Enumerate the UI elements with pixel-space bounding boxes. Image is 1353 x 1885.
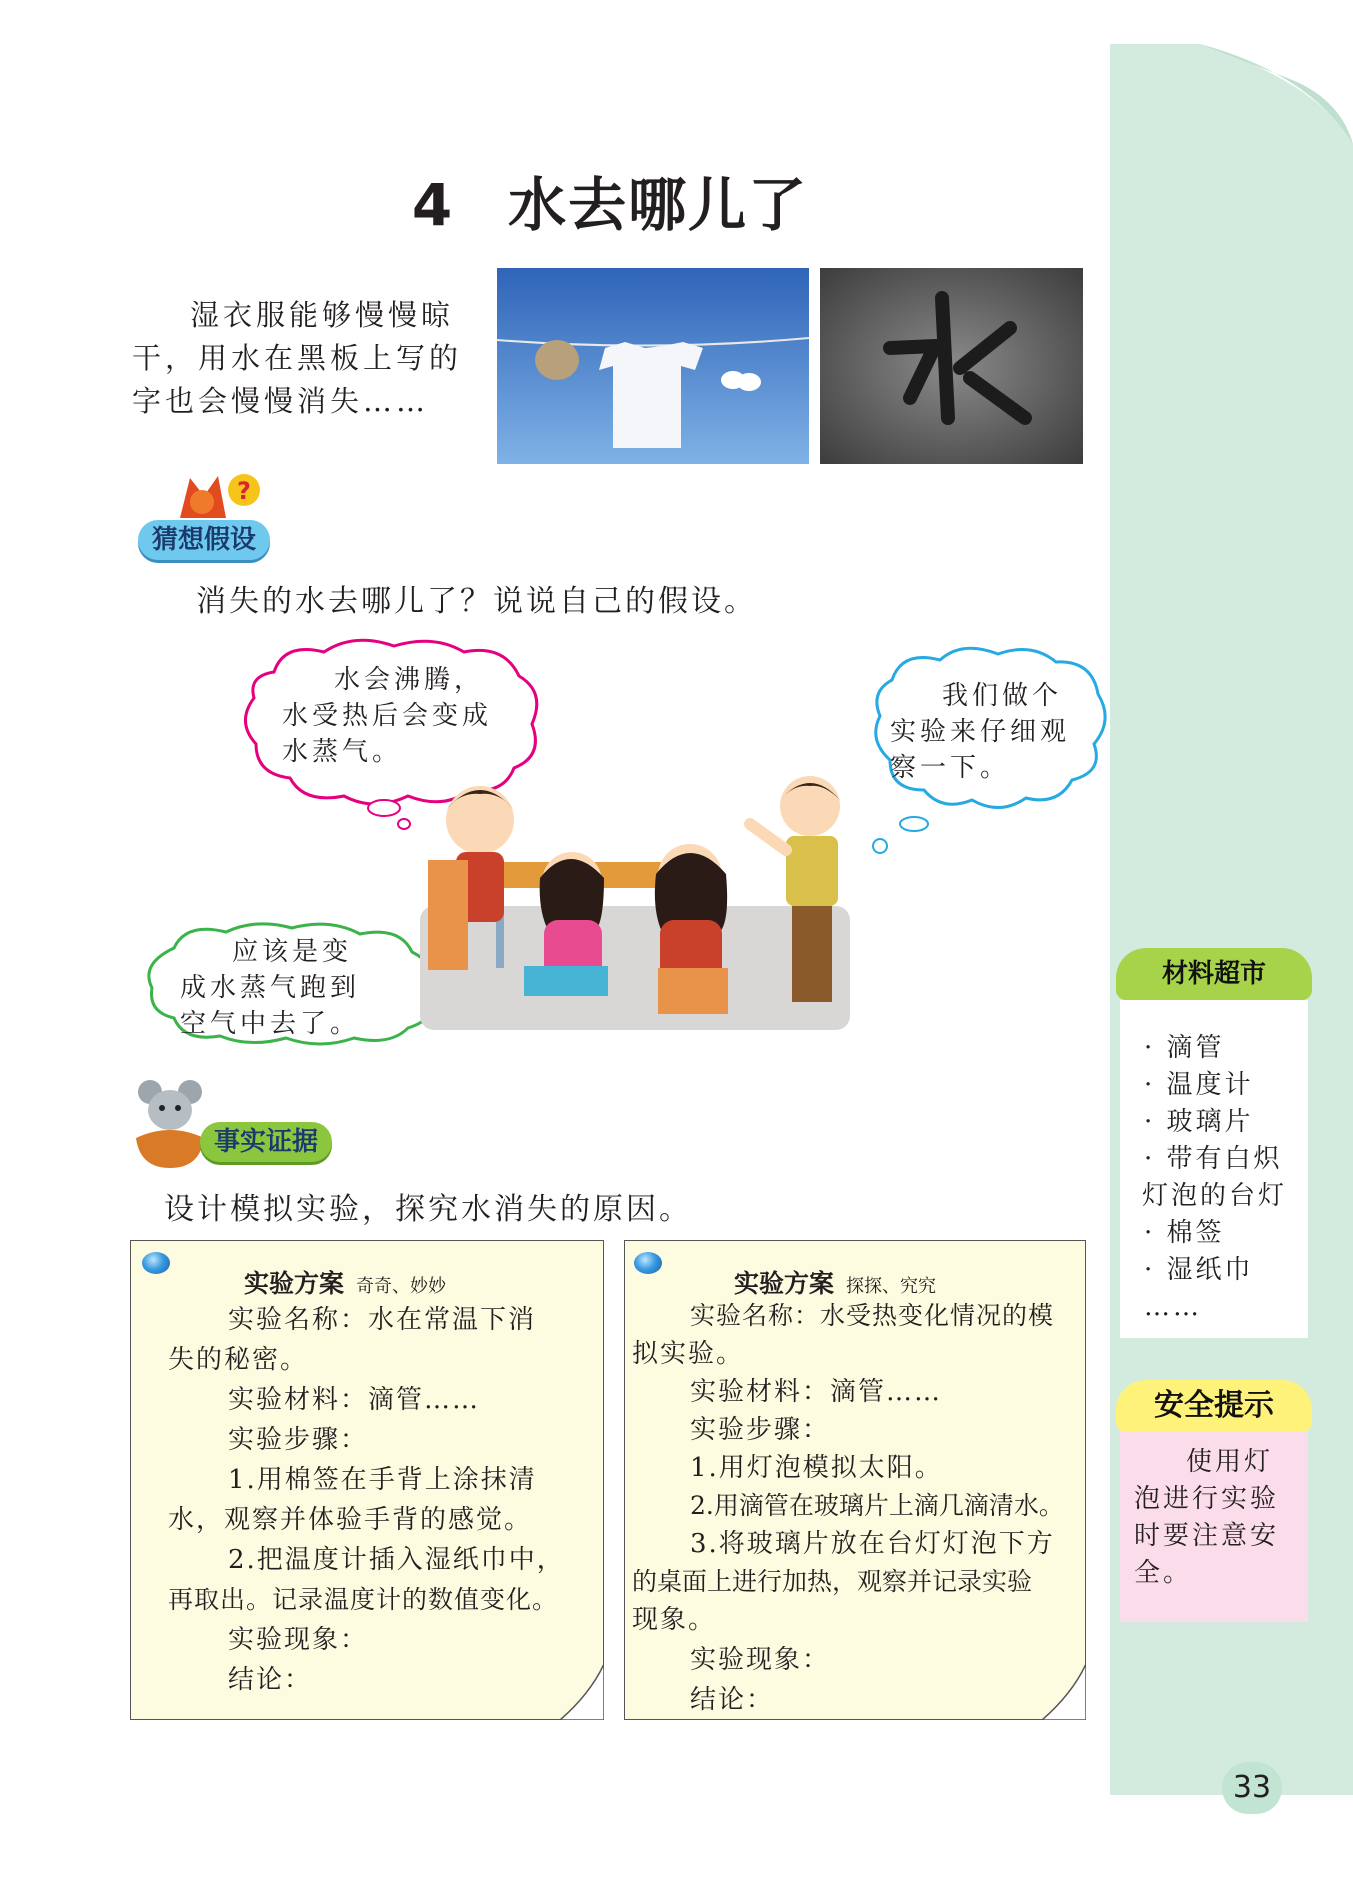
bubble-line: 水会沸腾， [334,665,485,695]
plan-a-line: 再取出。记录温度计的数值变化。 [168,1585,559,1614]
plan-b-line: 实验现象： [690,1645,831,1675]
materials-item: · 滴管 [1144,1033,1225,1063]
laundry-photo [497,268,809,464]
blackboard-photo [820,268,1083,464]
plan-b-line: 1.用灯泡模拟太阳。 [690,1453,943,1483]
safety-text [1134,1444,1279,1592]
plan-a-line: 实验步骤： [228,1425,369,1455]
page-number: 33 [1222,1762,1282,1814]
guess-badge [138,520,270,560]
materials-title [1116,948,1312,1000]
materials-list [1144,1030,1287,1326]
plan-b-title-text: 实验方案 [734,1269,835,1298]
guess-badge-label: 猜想假设 [152,525,257,555]
evidence-badge-label: 事实证据 [214,1127,319,1157]
lesson-title-text: 水去哪儿了 [508,171,809,239]
plan-a-line: 失的秘密。 [168,1345,309,1375]
materials-item: · 带有白炽 [1144,1144,1283,1174]
page-curl-icon [1042,1664,1086,1720]
materials-item: · 棉签 [1144,1218,1225,1248]
safety-line: 全。 [1134,1558,1193,1588]
page-curl-decoration [1200,44,1353,144]
materials-item: 灯泡的台灯 [1142,1181,1288,1211]
plan-a-line: 1.用棉签在手背上涂抹清 [228,1465,537,1495]
bubble-line: 成水蒸气跑到 [180,973,361,1003]
plan-b-line: 3.将玻璃片放在台灯灯泡下方 [690,1529,1055,1559]
guess-prompt: 消失的水去哪儿了？说说自己的假设。 [196,584,757,619]
bubble-line: 水蒸气。 [282,737,403,767]
lesson-title [300,158,920,242]
children-experiment-illustration [420,770,860,1040]
plan-b-line: 2.用滴管在玻璃片上滴几滴清水。 [690,1491,1064,1520]
safety-line: 使用灯 [1186,1447,1274,1477]
page-curl-icon [560,1664,604,1720]
safety-title [1116,1380,1312,1432]
plan-a-title-text: 实验方案 [244,1269,345,1298]
mouse-mascot-icon [132,1076,208,1172]
bubble-line: 应该是变 [232,937,353,967]
blue-bullet-icon [634,1252,662,1274]
plan-b-line: 实验步骤： [690,1415,831,1445]
safety-line: 泡进行实验 [1134,1484,1280,1514]
plan-b-line: 结论： [690,1685,775,1715]
materials-item: · 玻璃片 [1144,1107,1254,1137]
plan-b-line: 实验名称：水受热变化情况的模 [690,1301,1055,1330]
plan-a-line: 结论： [228,1665,313,1695]
materials-item: · 湿纸巾 [1144,1255,1254,1285]
plan-b-line: 的桌面上进行加热，观察并记录实验 [632,1567,1033,1596]
bubble-line: 察一下。 [890,753,1011,783]
intro-paragraph: 湿衣服能够慢慢晾干，用水在黑板上写的字也会慢慢消失…… [132,298,463,418]
evidence-prompt: 设计模拟实验，探究水消失的原因。 [164,1192,692,1227]
materials-title-text: 材料超市 [1161,959,1266,989]
materials-item: …… [1144,1292,1202,1322]
plan-a-line: 2.把温度计插入湿纸巾中， [228,1545,565,1575]
plan-b-authors: 探探、究究 [846,1276,937,1297]
plan-a-line: 实验现象： [228,1625,369,1655]
plan-b-line: 现象。 [632,1605,717,1635]
bubble-line: 实验来仔细观 [890,717,1071,747]
bubble-left-bottom-text [180,934,360,1042]
plan-a-line: 水，观察并体验手背的感觉。 [168,1505,533,1535]
bubble-left-top-text [282,662,492,770]
svg-text:?: ? [237,477,251,505]
fox-mascot-icon [170,468,260,526]
bubble-right-top-text [890,678,1070,786]
plan-b-line: 实验材料：滴管…… [690,1377,943,1407]
evidence-badge [200,1122,332,1162]
bubble-line: 水受热后会变成 [282,701,493,731]
plan-b-title [734,1264,936,1300]
lesson-number: 4 [411,171,455,239]
safety-title-text: 安全提示 [1154,1388,1274,1423]
bubble-line: 空气中去了。 [180,1009,361,1039]
bubble-line: 我们做个 [942,681,1063,711]
plan-a-line: 实验名称：水在常温下消 [228,1305,537,1335]
plan-a-authors: 奇奇、妙妙 [356,1276,447,1297]
plan-b-line: 拟实验。 [632,1339,745,1369]
materials-item: · 温度计 [1144,1070,1254,1100]
plan-a-title [244,1264,446,1300]
plan-a-line: 实验材料：滴管…… [228,1385,481,1415]
blue-bullet-icon [142,1252,170,1274]
safety-line: 时要注意安 [1134,1521,1280,1551]
